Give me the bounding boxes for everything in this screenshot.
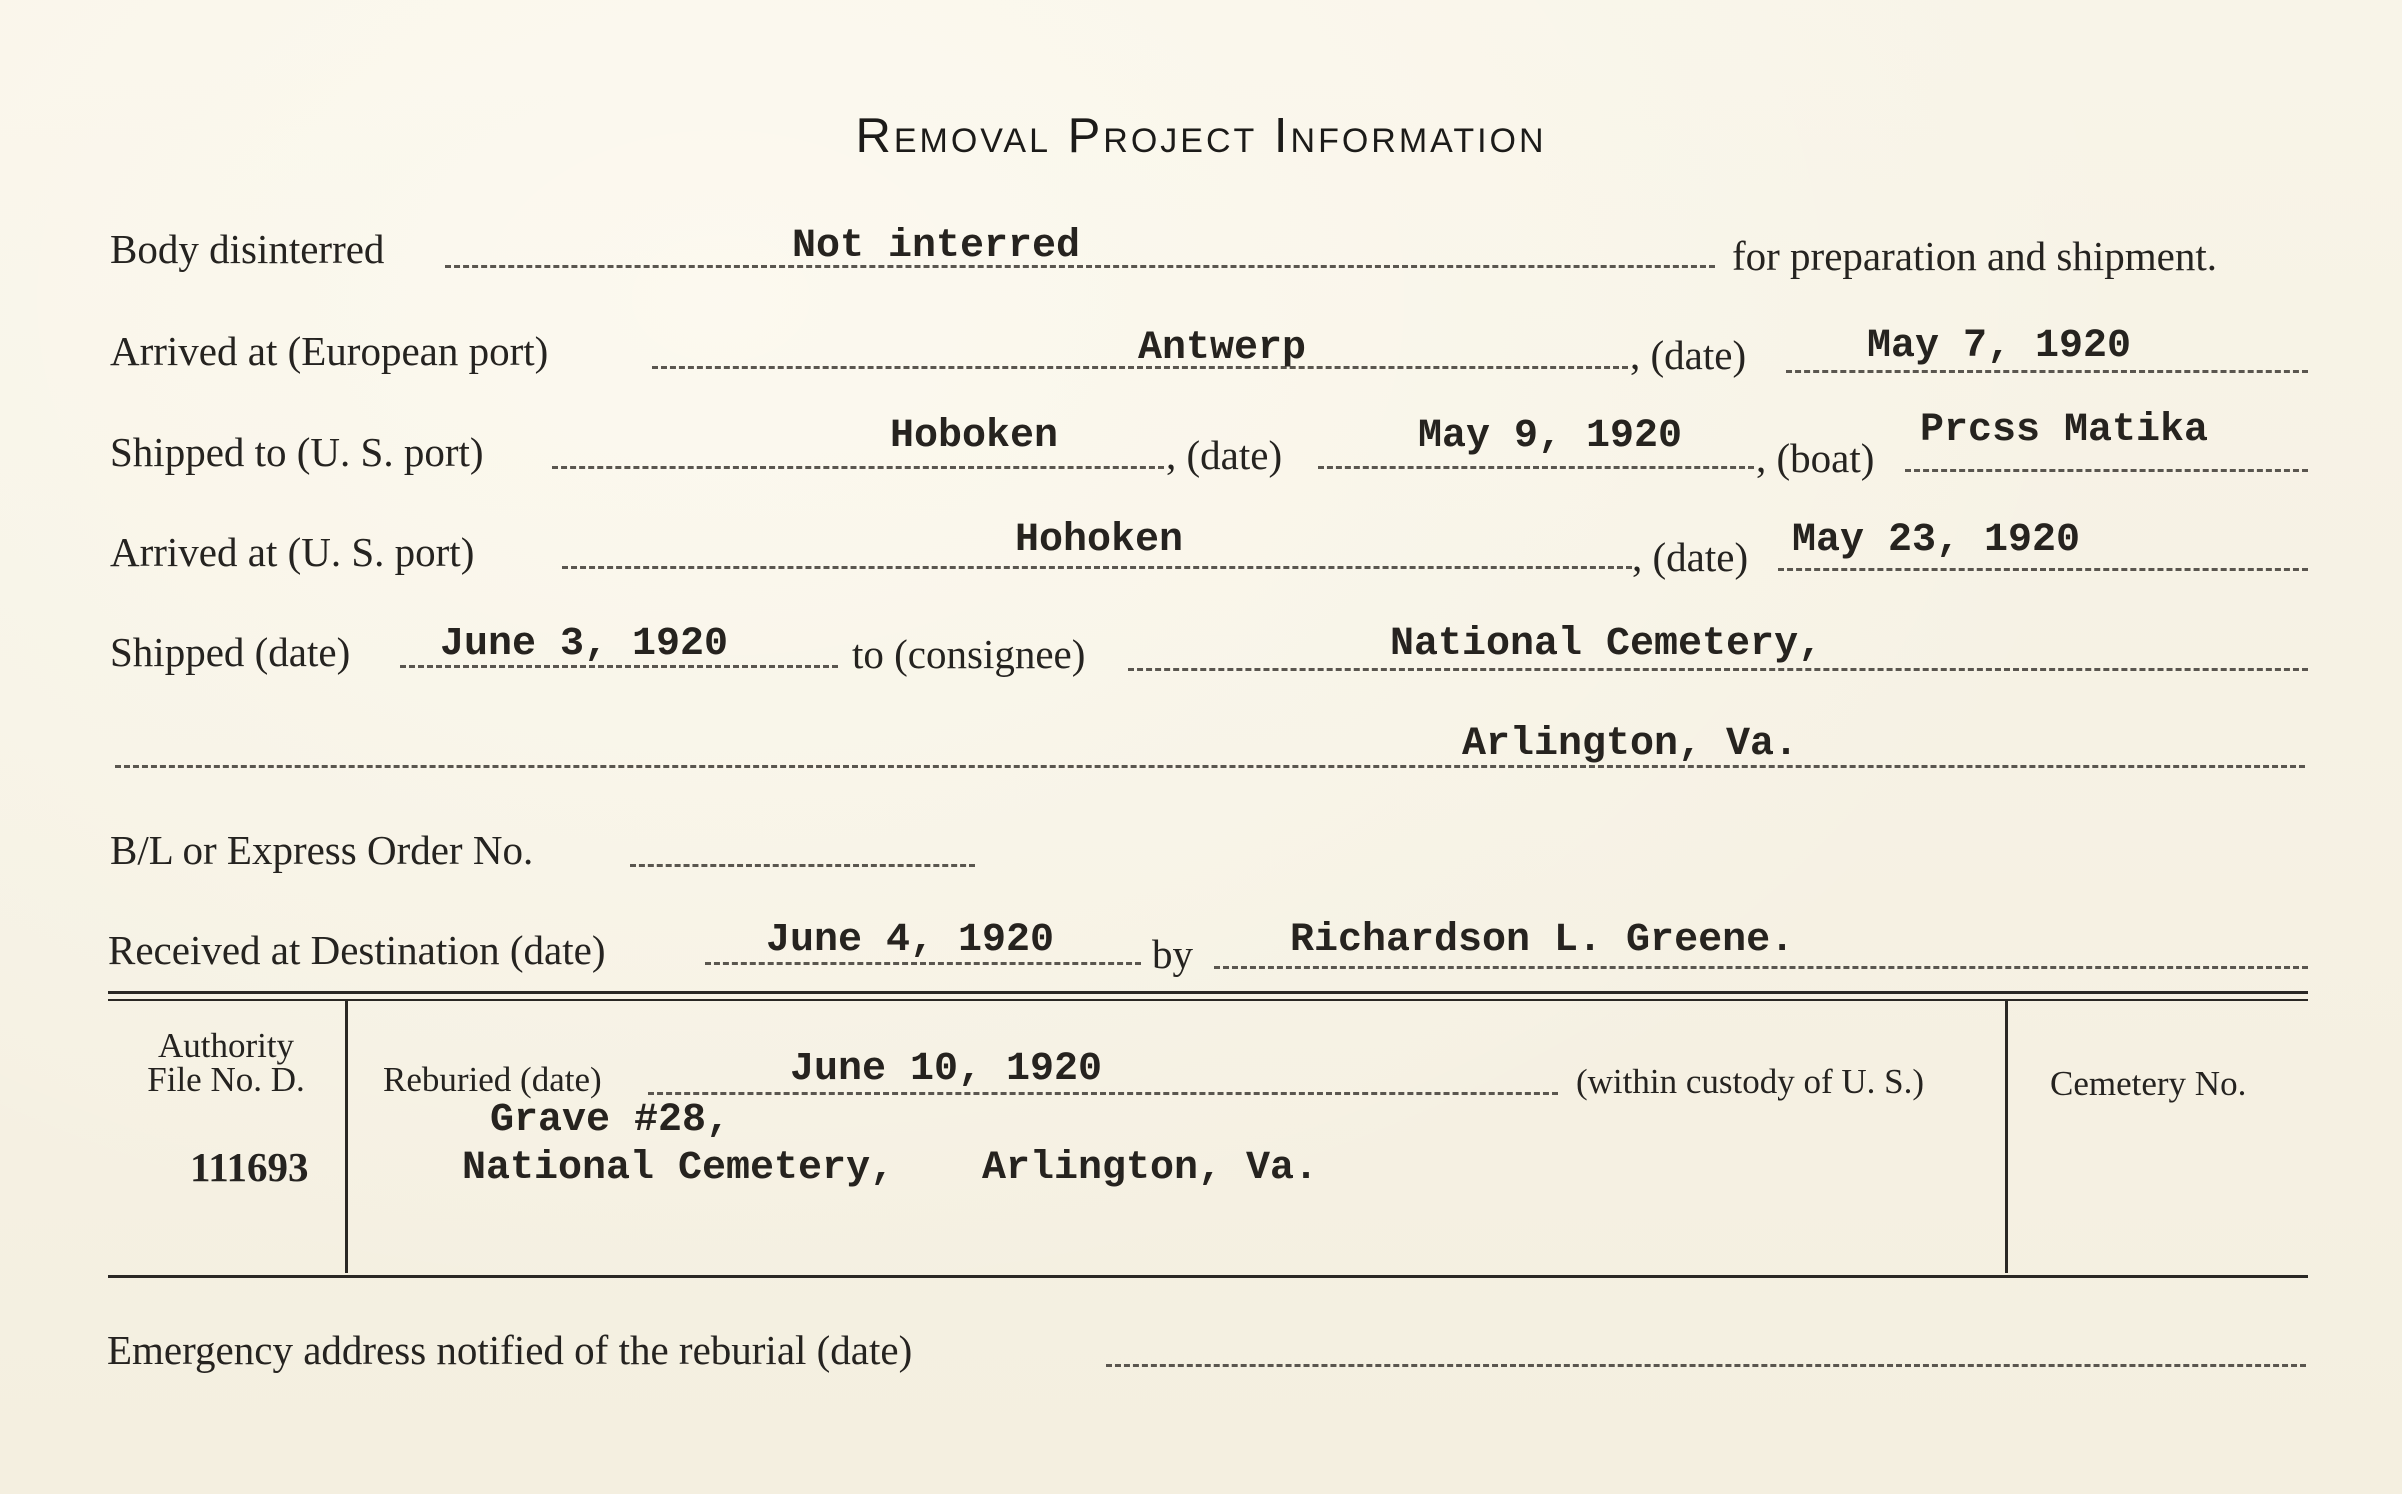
authority-label: Authority xyxy=(157,1026,295,1065)
shipped-us-date: May 9, 1920 xyxy=(1418,414,1683,459)
box-divider-right xyxy=(2005,1001,2008,1273)
box-bottom-rule xyxy=(108,1275,2308,1278)
shipped-us-port-line xyxy=(552,466,1164,469)
consignee-value-line2: Arlington, Va. xyxy=(1462,722,1799,767)
arrived-us-date: May 23, 1920 xyxy=(1792,518,2081,563)
consignee-continuation-line xyxy=(115,765,2305,768)
cemetery-number-label: Cemetery No. xyxy=(2050,1064,2247,1103)
received-by-line xyxy=(1214,966,2308,969)
reburied-date-line xyxy=(648,1092,1558,1095)
bl-order-line xyxy=(630,864,975,867)
arrived-us-date-line xyxy=(1778,568,2308,571)
shipped-us-label: Shipped to (U. S. port) xyxy=(110,429,484,475)
shipped-date: June 3, 1920 xyxy=(440,622,729,667)
emergency-label: Emergency address notified of the reburial (date) xyxy=(107,1327,913,1373)
arrived-european-date-line xyxy=(1786,370,2308,373)
shipped-date-label: Shipped (date) xyxy=(110,629,351,675)
arrived-us-label: Arrived at (U. S. port) xyxy=(110,529,475,575)
card-title: Removal Project Information xyxy=(855,109,1547,163)
reburied-location: Arlington, Va. xyxy=(982,1146,1319,1191)
consignee-value: National Cemetery, xyxy=(1390,622,1823,667)
arrived-european-date: May 7, 1920 xyxy=(1867,324,2132,369)
reburied-label: Reburied (date) xyxy=(383,1060,602,1099)
received-by: Richardson L. Greene. xyxy=(1290,918,1795,963)
box-top-rule xyxy=(108,991,2308,994)
arrived-european-label: Arrived at (European port) xyxy=(110,328,549,374)
custody-note: (within custody of U. S.) xyxy=(1576,1062,1925,1101)
arrived-european-port: Antwerp xyxy=(1138,326,1307,371)
arrived-us-date-label: , (date) xyxy=(1632,534,1749,580)
bl-order-label: B/L or Express Order No. xyxy=(110,827,534,873)
authority-file-label: File No. D. xyxy=(147,1060,305,1099)
box-divider-left xyxy=(345,1001,348,1273)
body-disinterred-suffix: for preparation and shipment. xyxy=(1732,233,2218,279)
received-label: Received at Destination (date) xyxy=(108,927,606,973)
emergency-line xyxy=(1106,1364,2306,1367)
box-top-rule-inner xyxy=(108,999,2308,1001)
consignee-line xyxy=(1128,668,2308,671)
shipped-us-boat-label: , (boat) xyxy=(1756,435,1875,481)
received-by-label: by xyxy=(1152,931,1193,977)
shipped-us-port: Hoboken xyxy=(890,414,1059,459)
authority-number: 111693 xyxy=(190,1144,309,1190)
shipped-us-boat: Prcss Matika xyxy=(1920,408,2209,453)
body-disinterred-label: Body disinterred xyxy=(110,226,385,272)
arrived-us-port: Hohoken xyxy=(1015,518,1184,563)
reburied-grave: Grave #28, xyxy=(490,1098,731,1143)
arrived-european-date-label: , (date) xyxy=(1630,332,1747,378)
arrived-us-port-line xyxy=(562,566,1632,569)
received-date: June 4, 1920 xyxy=(766,918,1055,963)
reburied-cemetery: National Cemetery, xyxy=(462,1146,895,1191)
consignee-label: to (consignee) xyxy=(852,631,1086,677)
body-disinterred-value: Not interred xyxy=(792,224,1081,269)
reburied-date: June 10, 1920 xyxy=(790,1047,1103,1092)
shipped-us-date-label: , (date) xyxy=(1166,432,1283,478)
shipped-us-boat-line xyxy=(1905,469,2308,472)
shipped-us-date-line xyxy=(1318,466,1754,469)
